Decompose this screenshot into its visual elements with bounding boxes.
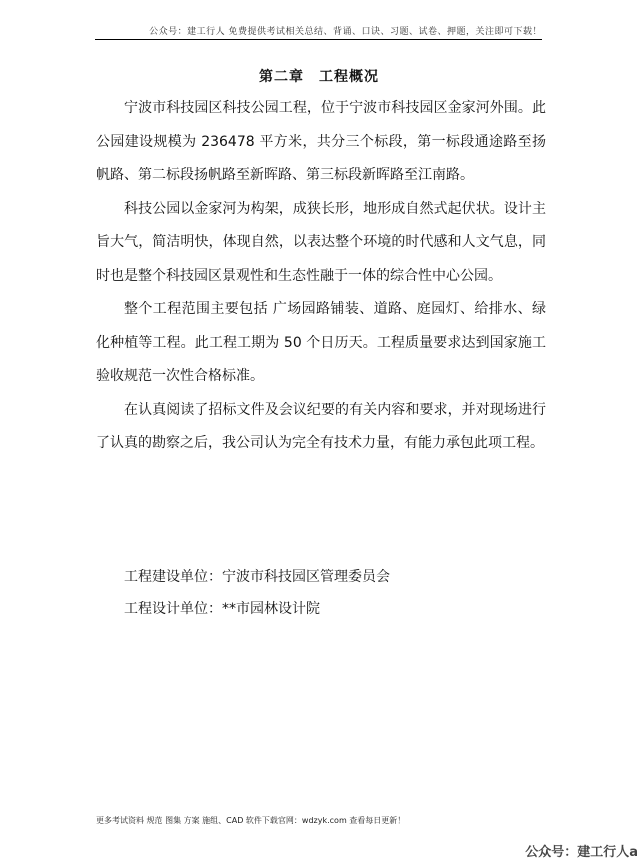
chapter-title: 第二章 工程概况 xyxy=(259,69,379,85)
footer-note: 更多考试资料 规范 图集 方案 施组、CAD 软件下载官网：wdzyk.com 查看每日更新！ xyxy=(96,816,406,825)
paragraph-project-location: 宁波市科技园区科技公园工程，位于宁波市科技园区金家河外围。此公园建设规模为 236478 平方米，共分三个标段，第一标段通途路至扬帆路、第二标段扬帆路至新晖路、第三标段新晖路至江南路。 xyxy=(96,100,546,183)
paragraph-commitment: 在认真阅读了招标文件及会议纪要的有关内容和要求，并对现场进行了认真的勘察之后，我公司认为完全有技术力量，有能力承包此项工程。 xyxy=(96,401,546,451)
header-note: 公众号：建工行人 免费提供考试相关总结、背诵、口诀、习题、试卷、押题，关注即可下载！ xyxy=(149,27,542,37)
document-body xyxy=(96,92,546,461)
header-divider xyxy=(95,39,542,40)
design-unit: 工程设计单位：**市园林设计院 xyxy=(124,601,320,617)
watermark: 公众号：建工行人a xyxy=(521,841,638,860)
construction-unit: 工程建设单位：宁波市科技园区管理委员会 xyxy=(124,569,390,585)
paragraph-park-design: 科技公园以金家河为构架，成狭长形，地形成自然式起伏状。设计主旨大气，简洁明快，体现自然，以表达整个环境的时代感和人文气息，同时也是整个科技园区景观性和生态性融于一体的综合性中心公园。 xyxy=(96,200,546,284)
paragraph-scope-schedule: 整个工程范围主要包括 广场园路铺装、道路、庭园灯、给排水、绿化种植等工程。此工程工期为 50 个日历天。工程质量要求达到国家施工验收规范一次性合格标准。 xyxy=(96,301,546,384)
